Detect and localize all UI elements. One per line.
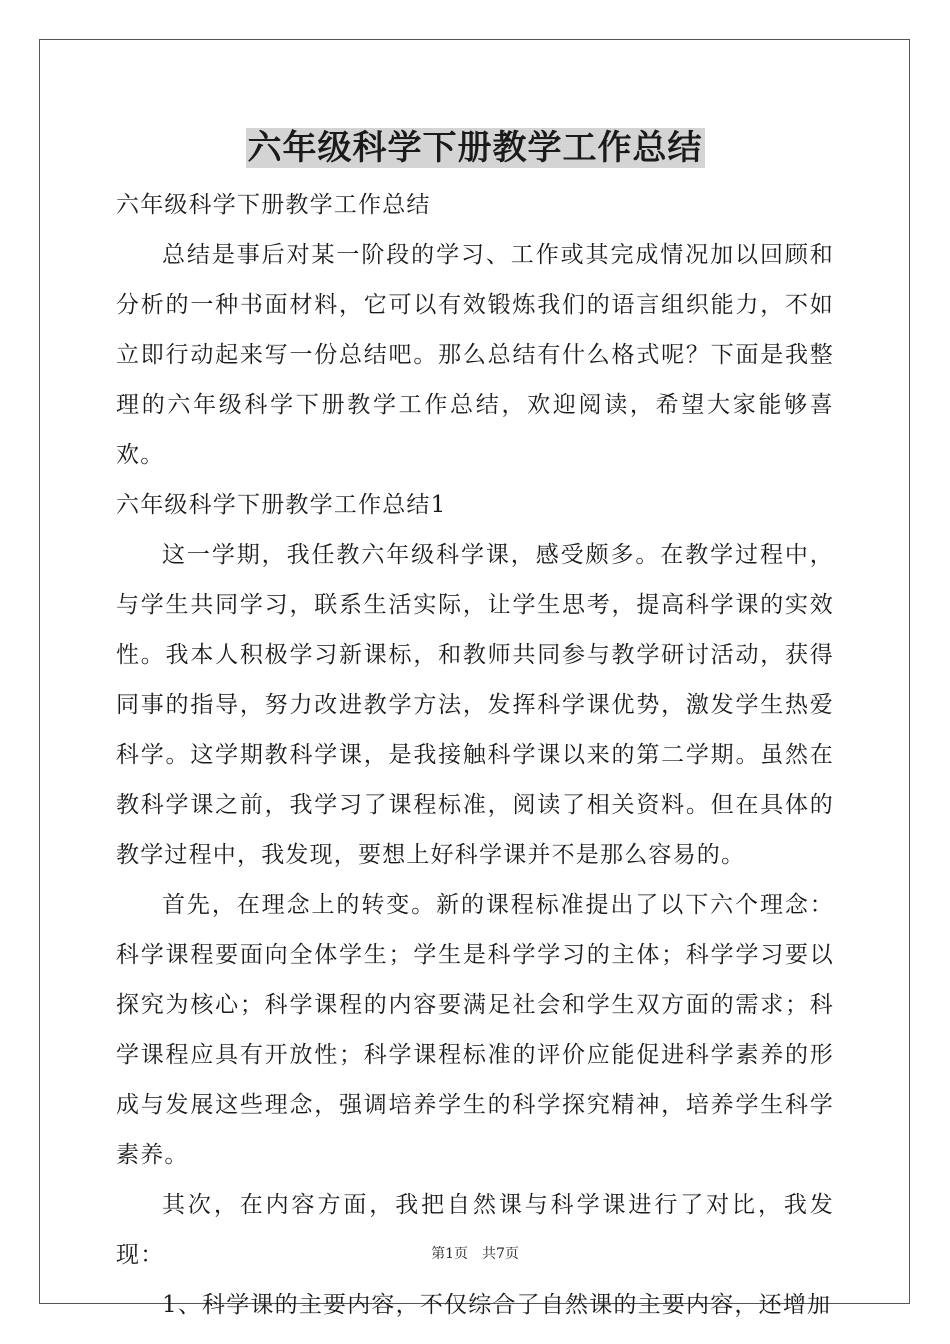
page-number-current: 第1页 [431, 1246, 468, 1262]
document-title-text: 六年级科学下册教学工作总结 [247, 128, 703, 168]
page-footer [0, 1244, 950, 1264]
section-heading: 六年级科学下册教学工作总结1 [116, 492, 447, 518]
intro-paragraph: 总结是事后对某一阶段的学习、工作或其完成情况加以回顾和分析的一种书面材料，它可以有效锻炼我们的语言组织能力，不如立即行动起来写一份总结吧。那么总结有什么格式呢？下面是我整理的六年级科学下册教学工作总结，欢迎阅读，希望大家能够喜欢。 [116, 242, 834, 468]
document-body [116, 180, 834, 1330]
document-subtitle: 六年级科学下册教学工作总结 [116, 192, 431, 218]
body-paragraph-2: 首先，在理念上的转变。新的课程标准提出了以下六个理念：科学课程要面向全体学生；学生是科学学习的主体；科学学习要以探究为核心；科学课程的内容要满足社会和学生双方面的需求；科学课程应具有开放性；科学课程标准的评价应能促进科学素养的形成与发展这些理念，强调培养学生的科学探究精神，培养学生科学素养。 [116, 892, 834, 1168]
document-title [0, 124, 950, 172]
body-paragraph-1: 这一学期，我任教六年级科学课，感受颇多。在教学过程中，与学生共同学习，联系生活实际，让学生思考，提高科学课的实效性。我本人积极学习新课标，和教师共同参与教学研讨活动，获得同事的指导，努力改进教学方法，发挥科学课优势，激发学生热爱科学。这学期教科学课，是我接触科学课以来的第二学期。虽然在教科学课之前，我学习了课程标准，阅读了相关资料。但在具体的教学过程中，我发现，要想上好科学课并不是那么容易的。 [116, 542, 834, 868]
page-number-total: 共7页 [482, 1246, 519, 1262]
body-paragraph-3: 其次，在内容方面，我把自然课与科学课进行了对比，我发现： [116, 1192, 834, 1268]
body-paragraph-4: 1、科学课的主要内容，不仅综合了自然课的主要内容，还增加 [162, 1292, 832, 1318]
